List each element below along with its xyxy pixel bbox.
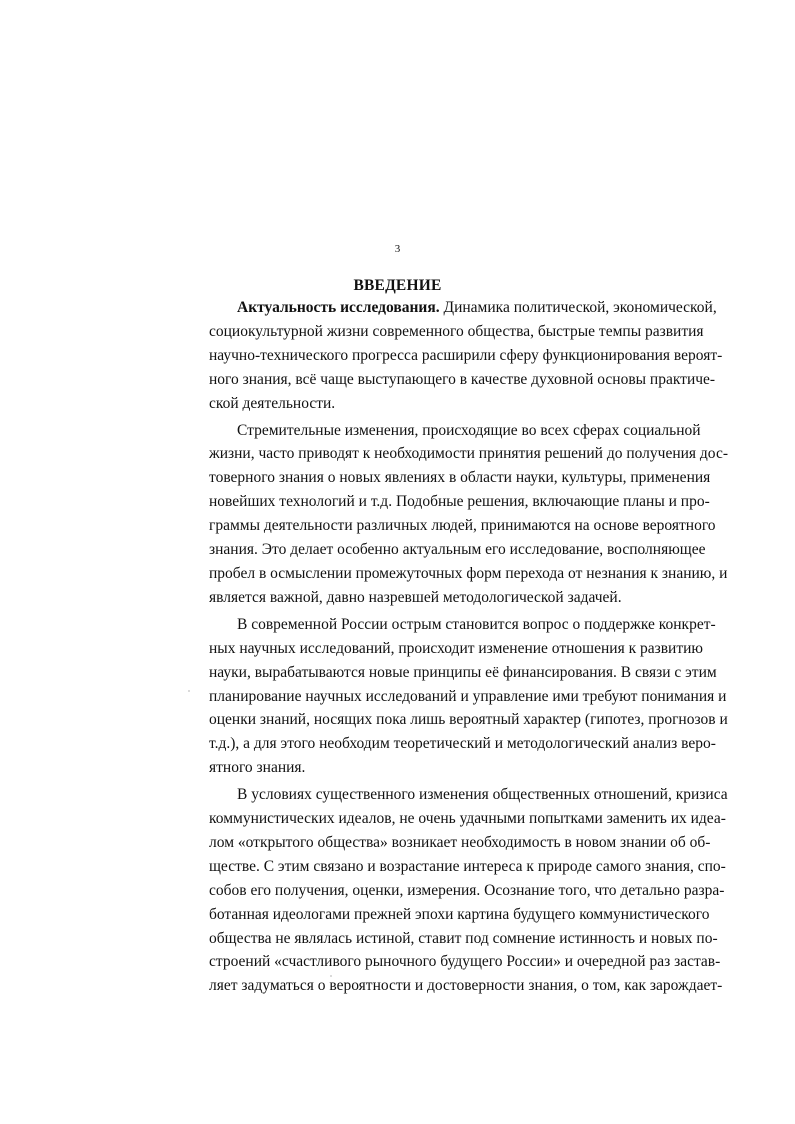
text-line: ных научных исследований, происходит изменение отношения к развитию <box>209 639 703 657</box>
text-line: науки, вырабатываются новые принципы её финансирования. В связи с этим <box>209 663 717 681</box>
paragraph-2 <box>209 419 728 610</box>
text-line: ществе. С этим связано и возрастание интереса к природе самого знания, спо- <box>209 857 726 875</box>
scan-speck <box>188 690 190 692</box>
text-line: общества не являлась истиной, ставит под сомнение истинность и новых по- <box>209 929 718 947</box>
page-number: 3 <box>394 243 401 255</box>
text-line: научно-технического прогресса расширили сферу функционирования вероят- <box>209 346 723 364</box>
scan-speck <box>330 975 332 977</box>
text-line: планирование научных исследований и управление ими требуют понимания и <box>209 687 727 705</box>
text-line: Актуальность исследования. Динамика политической, экономической, <box>237 299 717 316</box>
text-line: В современной России острым становится вопрос о поддержке конкрет- <box>237 615 716 633</box>
text-line: граммы деятельности различных людей, принимаются на основе вероятного <box>209 517 716 535</box>
paragraph-4 <box>209 783 728 998</box>
text-line: товерного знания о новых явлениях в области науки, культуры, применения <box>209 469 711 487</box>
text-line: В условиях существенного изменения общественных отношений, кризиса <box>237 786 728 804</box>
lead-phrase: Актуальность исследования. <box>237 299 440 316</box>
text-line: знания. Это делает особенно актуальным его исследование, восполняющее <box>209 541 706 559</box>
paragraph-3 <box>209 613 728 780</box>
text-line: ботанная идеологами прежней эпохи картина будущего коммунистического <box>209 905 710 923</box>
text-line: оценки знаний, носящих пока лишь вероятный характер (гипотез, прогнозов и <box>209 711 728 729</box>
text-line: т.д.), а для этого необходим теоретический и методологический анализ веро- <box>209 735 716 753</box>
text-line: строений «счастливого рыночного будущего России» и очередной раз застав- <box>209 953 721 971</box>
text-line: лом «открытого общества» возникает необходимость в новом знании об об- <box>209 833 711 851</box>
text-line: ного знания, всё чаще выступающего в качестве духовной основы практиче- <box>209 370 716 388</box>
text-line: социокультурной жизни современного общества, быстрые темпы развития <box>209 322 704 340</box>
text-line: Стремительные изменения, происходящие во всех сферах социальной <box>237 421 701 439</box>
text-line: пробел в осмыслении промежуточных форм перехода от незнания к знанию, и <box>209 564 728 582</box>
text-line: ятного знания. <box>209 759 306 777</box>
text-line: коммунистических идеалов, не очень удачными попытками заменить их идеа- <box>209 810 726 828</box>
text-line: собов его получения, оценки, измерения. Осознание того, что детально разра- <box>209 881 725 899</box>
section-title: ВВЕДЕНИЕ <box>353 277 442 294</box>
text-line: новейших технологий и т.д. Подобные решения, включающие планы и про- <box>209 493 710 511</box>
text-line: жизни, часто приводят к необходимости принятия решений до получения дос- <box>209 445 728 463</box>
text-line: является важной, давно назревшей методологической задачей. <box>209 588 622 606</box>
text-line: ской деятельности. <box>209 394 336 412</box>
paragraph-1 <box>209 296 723 416</box>
body-text <box>209 296 728 1001</box>
text-line: ляет задуматься о вероятности и достоверности знания, о том, как зарождает- <box>209 977 723 995</box>
